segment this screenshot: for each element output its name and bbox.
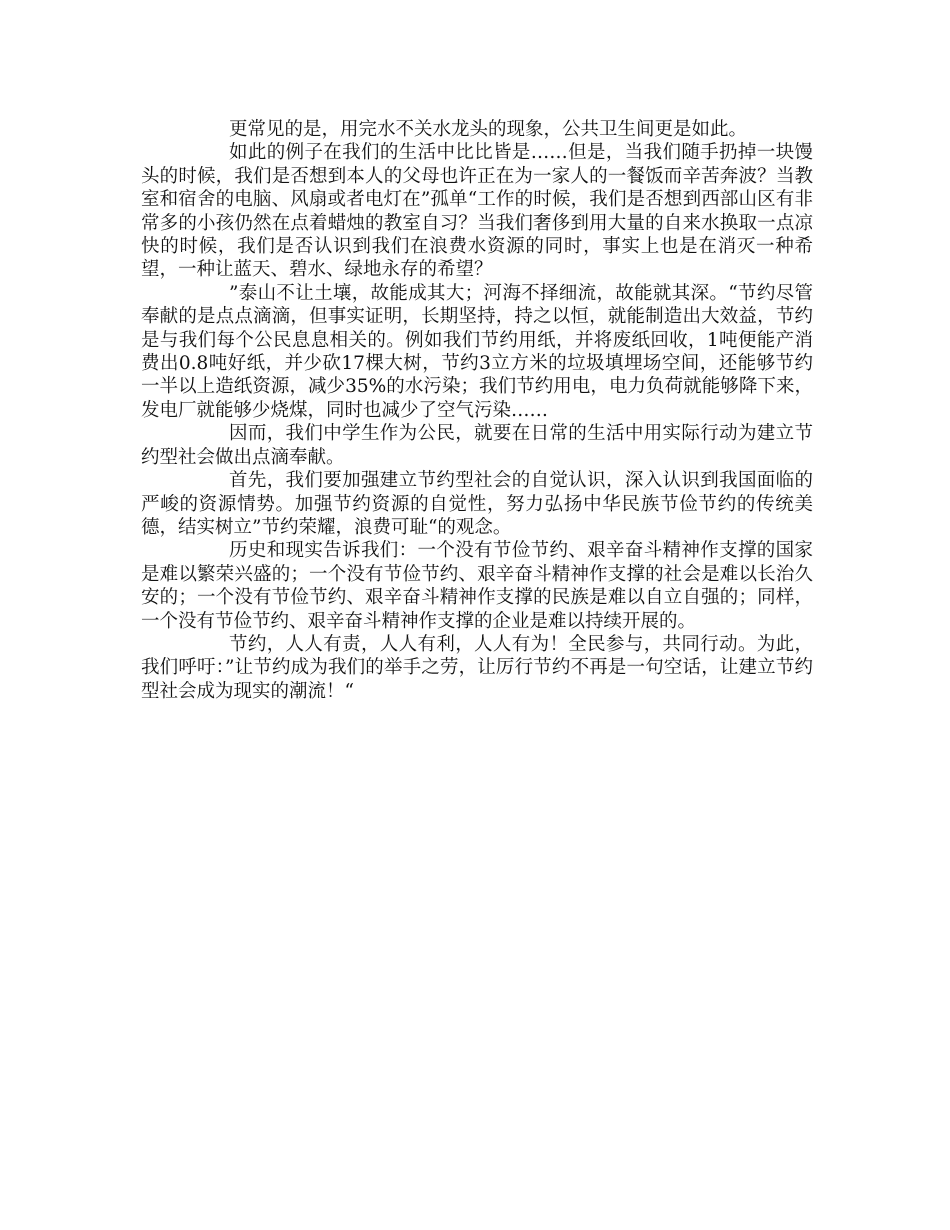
paragraph-6: 历史和现实告诉我们：一个没有节俭节约、艰辛奋斗精神作支撑的国家是难以繁荣兴盛的；一个没有节俭节约、艰辛奋斗精神作支撑的社会是难以长治久安的；一个没有节俭节约、艰辛奋斗精神作支撑的民族是难以自立自强的；同样，一个没有节俭节约、艰辛奋斗精神作支撑的企业是难以持续开展的。 [141,540,813,632]
paragraph-4: 因而，我们中学生作为公民，就要在日常的生活中用实际行动为建立节约型社会做出点滴奉献。 [141,423,813,468]
document-body [141,118,813,703]
paragraph-2: 如此的例子在我们的生活中比比皆是……但是，当我们随手扔掉一块馒头的时候，我们是否想到本人的父母也许正在为一家人的一餐饭而辛苦奔波？当教室和宿舍的电脑、风扇或者电灯在”孤单“工作的时候，我们是否想到西部山区有非常多的小孩仍然在点着蜡烛的教室自习？当我们奢侈到用大量的自来水换取一点凉快的时候，我们是否认识到我们在浪费水资源的同时，事实上也是在消灭一种希望，一种让蓝天、碧水、绿地永存的希望？ [141,142,813,281]
paragraph-7: 节约，人人有责，人人有利，人人有为！全民参与，共同行动。为此，我们呼吁：”让节约成为我们的举手之劳，让厉行节约不再是一句空话，让建立节约型社会成为现实的潮流！“ [141,633,813,702]
paragraph-1: 更常见的是，用完水不关水龙头的现象，公共卫生间更是如此。 [229,119,748,140]
paragraph-5: 首先，我们要加强建立节约型社会的自觉认识，深入认识到我国面临的严峻的资源情势。加强节约资源的自觉性，努力弘扬中华民族节俭节约的传统美德，结实树立”节约荣耀，浪费可耻“的观念。 [141,470,813,538]
paragraph-3: ”泰山不让土壤，故能成其大；河海不择细流，故能就其深。“节约尽管奉献的是点点滴滴，但事实证明，长期坚持，持之以恒，就能制造出大效益，节约是与我们每个公民息息相关的。例如我们节约用纸，并将废纸回收，1吨便能产消费出0.8吨好纸，并少砍17棵大树，节约3立方米的垃圾填埋场空间，还能够节约一半以上造纸资源，减少35%的水污染；我们节约用电，电力负荷就能够降下来，发电厂就能够少烧煤，同时也减少了空气污染…… [141,282,813,421]
